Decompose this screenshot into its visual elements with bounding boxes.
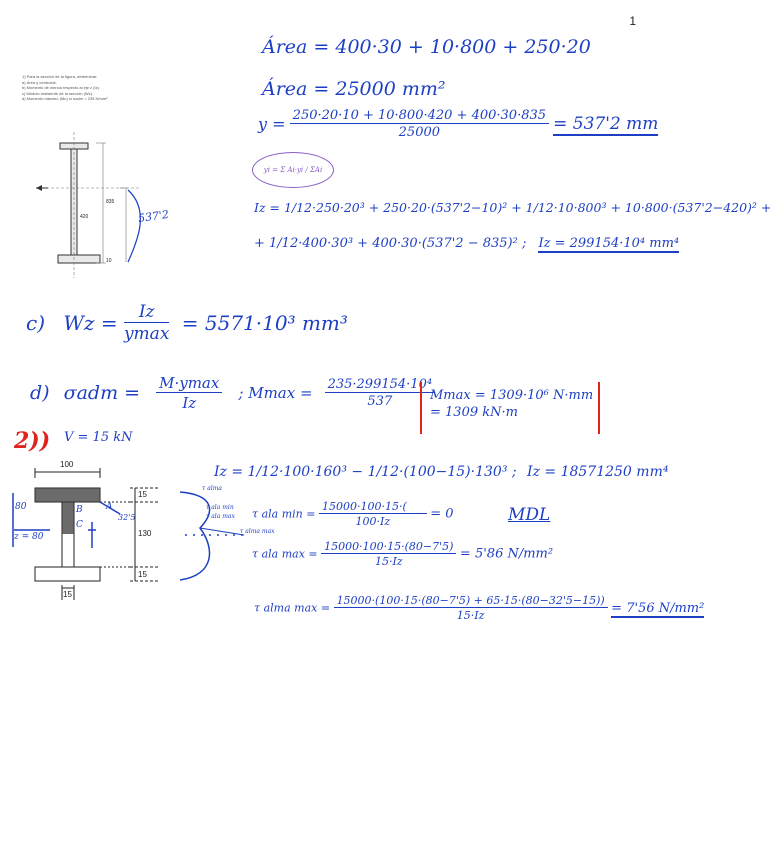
problem2-label: 2)) <box>14 428 51 454</box>
mmax-result-line-1: Mmax = 1309·10⁶ N·mm <box>430 388 594 403</box>
diagram-label-3: τ ala max <box>206 513 235 520</box>
tau3-fraction <box>334 594 608 622</box>
shear-force: V = 15 kN <box>64 430 133 445</box>
tau2-equation <box>252 540 553 568</box>
tau1-denominator: 100·Iz <box>355 515 391 528</box>
wz-numerator: Iz <box>124 302 169 323</box>
centroid-numerator: 250·20·10 + 10·800·420 + 400·30·835 <box>290 108 549 124</box>
statement-line: c) Módulo resistente de la sección (Wz). <box>22 90 94 96</box>
part-d-label: d) <box>30 382 50 404</box>
centroid-label: y = <box>258 114 286 134</box>
mmax-numerator: 235·299154·10⁴ <box>325 377 435 393</box>
mark-b: B <box>76 505 83 515</box>
mark-z80: z = 80 <box>14 532 44 542</box>
dim-web-130: 130 <box>138 529 152 538</box>
sigma-denominator: Iz <box>182 394 197 412</box>
iz-result: Iz = 299154·10⁴ mm⁴ <box>538 236 680 251</box>
iz2-text: Iz = 1/12·100·160³ − 1/12·(100−15)·130³ ; <box>214 464 517 480</box>
statement-line: b) Momento de inercia respecto al eje z (Iz). <box>22 85 101 90</box>
tau3-numerator: 15000·(100·15·(80−7'5) + 65·15·(80−32'5−15)) <box>334 594 608 608</box>
formula-hint: yi = Σ Ai·yi / ΣAi <box>263 166 323 174</box>
tau1-result: = 0 <box>430 506 454 522</box>
mark-80: 80 <box>15 502 27 512</box>
centroid-denominator: 25000 <box>398 125 441 140</box>
mark-c: C <box>76 520 83 530</box>
tau1-fraction <box>319 500 427 528</box>
tau2-fraction <box>321 540 456 568</box>
sigma-numerator: M·ymax <box>156 374 222 393</box>
tau3-label: τ alma max = <box>254 601 331 615</box>
dim-bottom-15: 15 <box>63 590 72 599</box>
tau2-result: = 5'86 N/mm² <box>459 546 554 562</box>
tau1-numerator: 15000·100·15·( <box>319 500 427 514</box>
dim-flange2-15: 15 <box>138 570 147 579</box>
diagram-label-4: τ alma max <box>240 528 275 535</box>
fig-dim-835: 835 <box>106 199 115 205</box>
tau3-result: = 7'56 N/mm² <box>611 600 705 616</box>
diagram-label-1: τ alma <box>202 485 222 492</box>
mark-a: A <box>106 502 113 512</box>
fig-dim-10: 10 <box>106 258 112 264</box>
area-equation: Área = 400·30 + 10·800 + 250·20 <box>262 36 591 58</box>
tau3-denominator: 15·Iz <box>456 609 485 622</box>
statement-line: d) Momento máximo (Mu) si σadm = 235 N/mm² <box>22 96 108 101</box>
iz2-equation <box>214 464 668 480</box>
tau2-denominator: 15·Iz <box>374 555 403 568</box>
tau1-equation <box>252 500 454 528</box>
tau2-label: τ ala max = <box>252 547 318 561</box>
part-c-label: c) <box>26 311 46 335</box>
fig-dim-420: 420 <box>80 214 89 220</box>
fig-label-537: 537'2 <box>137 207 170 226</box>
centroid-result: = 537'2 mm <box>553 114 659 134</box>
page-number: 1 <box>629 14 636 28</box>
mmax-result-line-2: = 1309 kN·m <box>430 405 518 420</box>
iz2-result: Iz = 18571250 mm⁴ <box>527 464 669 480</box>
iz-line-2-text: + 1/12·400·30³ + 400·30·(537'2 − 835)² ; <box>254 236 527 251</box>
mark-325: 32'5 <box>118 513 136 522</box>
iz-line-1: Iz = 1/12·250·20³ + 250·20·(537'2−10)² + 1/12·10·800³ + 10·800·(537'2−420)² + <box>254 200 771 215</box>
tau3-equation <box>254 594 704 622</box>
wz-denominator: ymax <box>123 324 170 344</box>
tau2-numerator: 15000·100·15·(80−7'5) <box>321 540 456 554</box>
area-result: Área = 25000 mm² <box>262 78 446 100</box>
tau1-label: τ ala min = <box>252 507 316 521</box>
statement-line: 1) Para la sección de la figura, determinar: <box>22 74 98 79</box>
diagram-label-2: τ ala min <box>206 504 234 511</box>
statement-line: a) Área y centroide. <box>22 79 57 85</box>
dim-top-100: 100 <box>60 460 74 469</box>
mmax-label: ; Mmax = <box>238 384 313 402</box>
hatch-flange <box>35 488 100 534</box>
sigma-label: σadm = <box>63 382 141 404</box>
mdl-label: MDL <box>508 505 551 525</box>
wz-label: Wz = <box>63 311 118 335</box>
mmax-denominator: 537 <box>367 394 393 409</box>
wz-result: = 5571·10³ mm³ <box>181 311 348 335</box>
dim-flange-15: 15 <box>138 490 147 499</box>
